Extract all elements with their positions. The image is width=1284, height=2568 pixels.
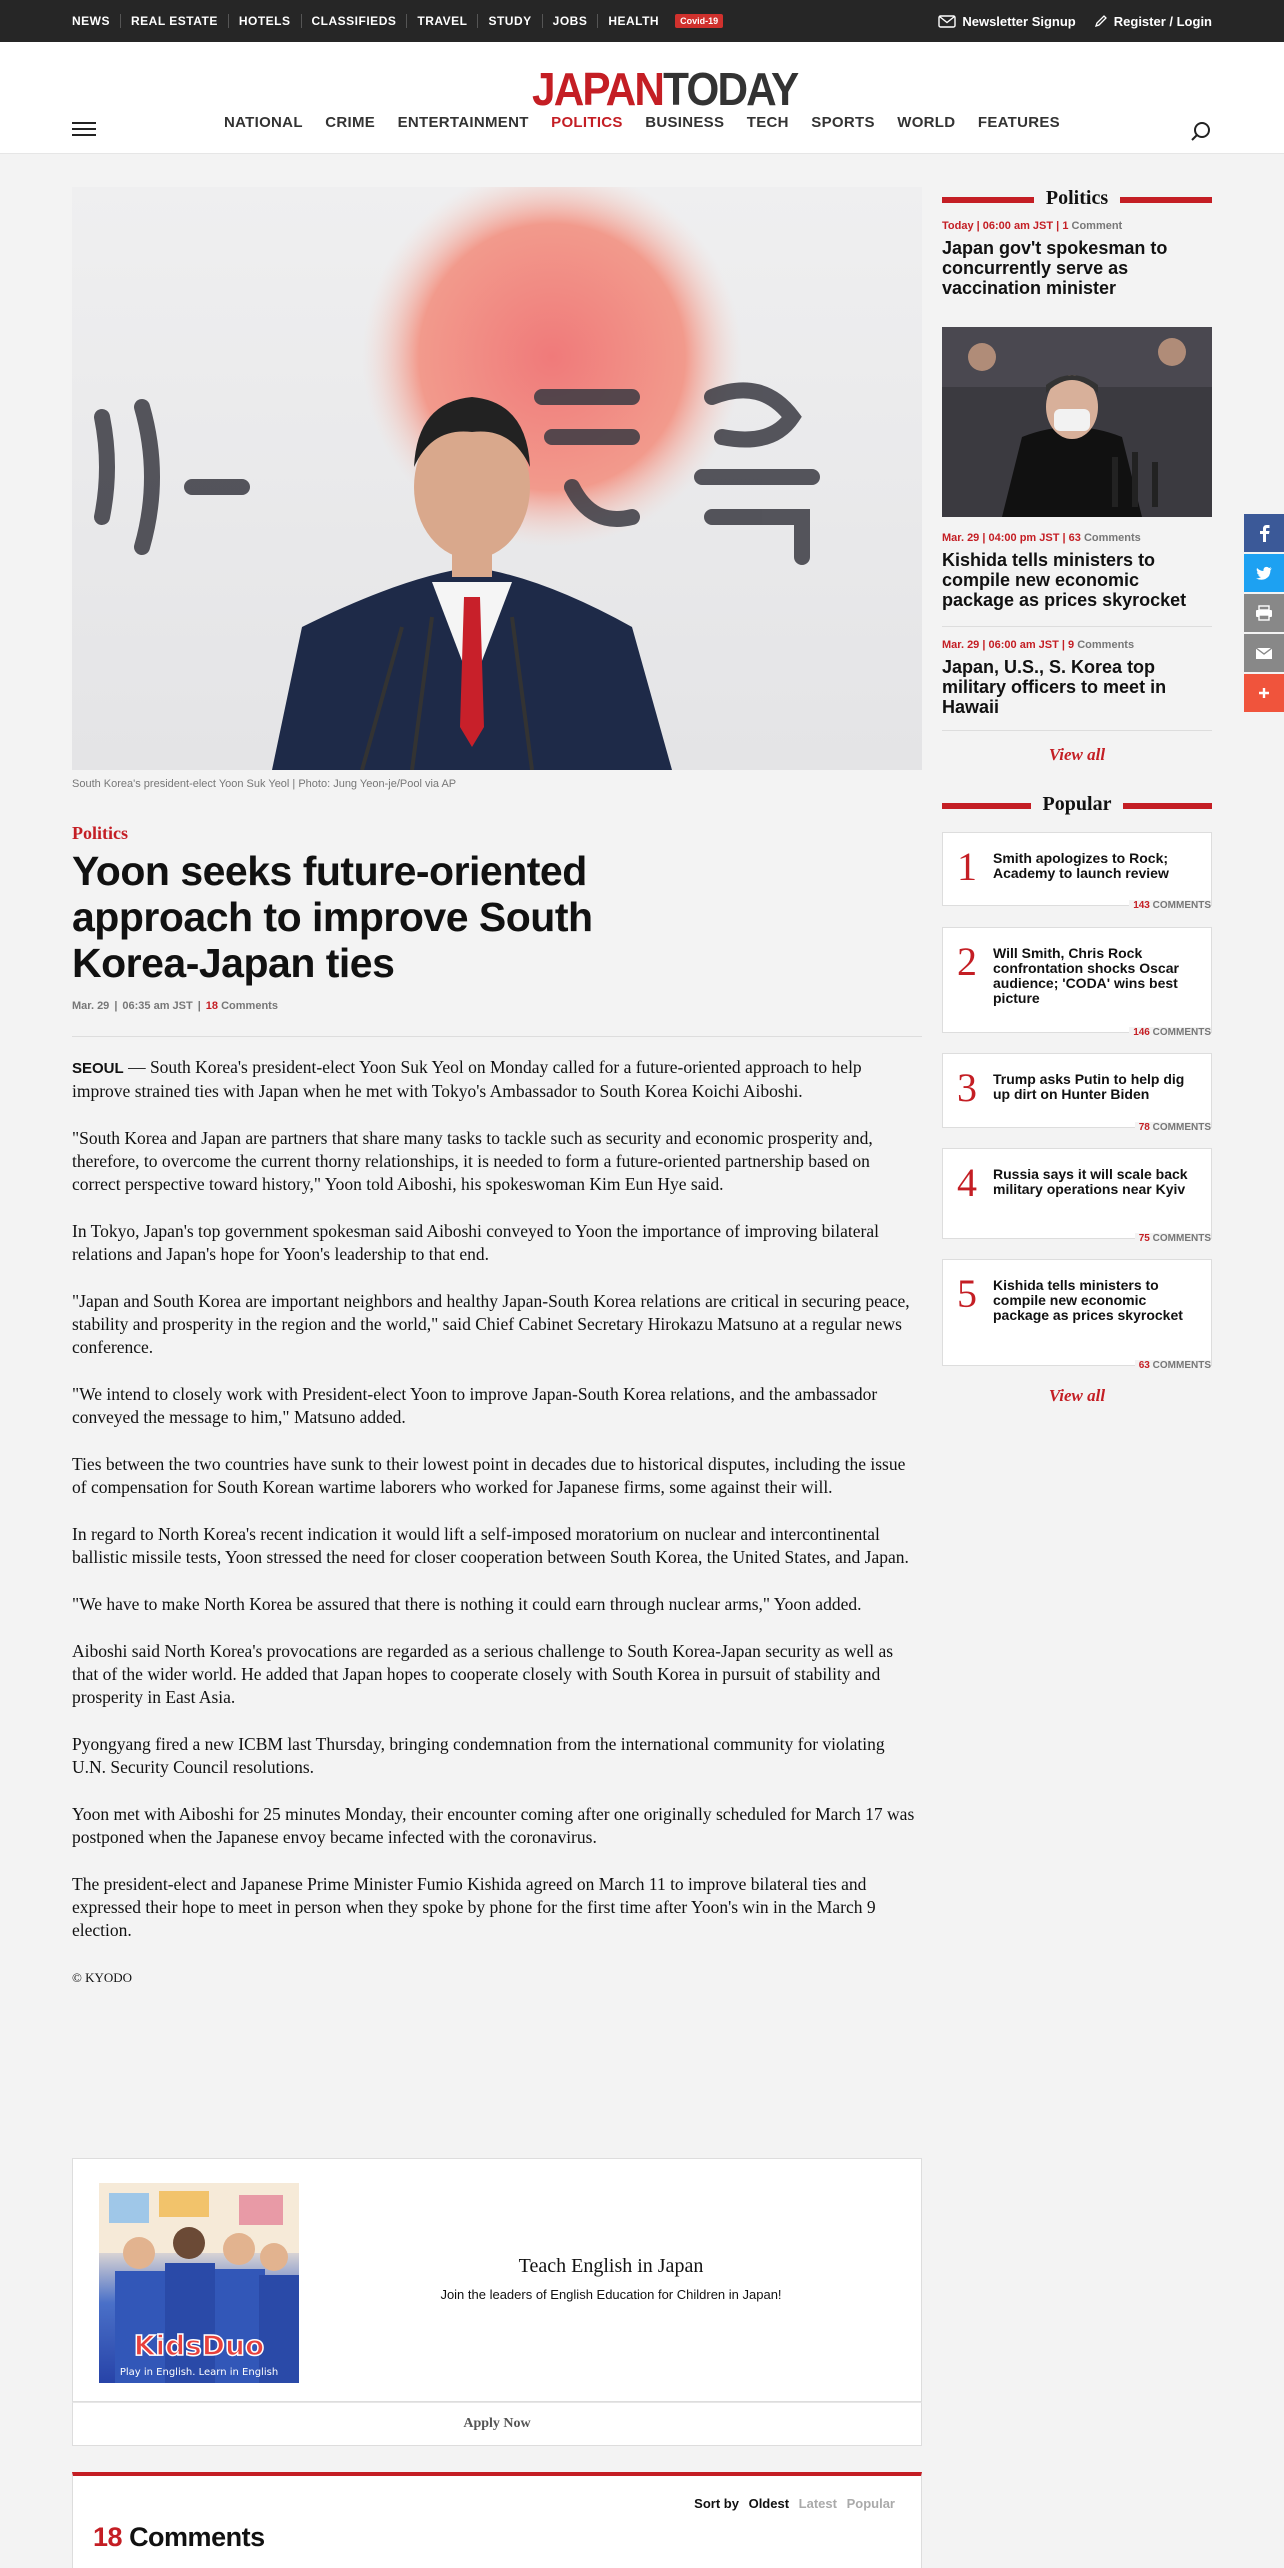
envelope-icon: [938, 15, 956, 28]
popular-rank: 2: [957, 939, 977, 984]
ad-image[interactable]: [99, 2183, 299, 2383]
utility-nav-classifieds[interactable]: CLASSIFIEDS: [301, 14, 407, 28]
nav-sports[interactable]: SPORTS: [811, 114, 875, 131]
article-paragraph: The president-elect and Japanese Prime Minister Fumio Kishida agreed on March 11 to improve bilateral ties and expressed their hope to meet in person when they spoke by phone for the first time after Yoon's win in the March 9 election.: [72, 1874, 876, 1940]
sidebar-politics-item[interactable]: [942, 532, 1212, 610]
article-paragraph: "We intend to closely work with President-elect Yoon to improve Japan-South Korea relations, and the ambassador conveyed the message to him," Matsuno added.: [72, 1384, 878, 1427]
sidebar-politics-item[interactable]: [942, 639, 1212, 717]
article-title: Yoon seeks future-oriented approach to improve South Korea-Japan ties: [72, 848, 593, 986]
top-utility-bar: [0, 0, 1284, 42]
politics-view-all-link[interactable]: View all: [1048, 745, 1106, 764]
article-paragraph: In Tokyo, Japan's top government spokesman said Aiboshi conveyed to Yoon the importance of improving bilateral relations and Japan's hope for Yoon's leadership to that end.: [72, 1221, 879, 1264]
utility-nav-real-estate[interactable]: REAL ESTATE: [120, 14, 228, 28]
popular-item[interactable]: [942, 1259, 1212, 1371]
sidebar-politics-item[interactable]: [942, 220, 1212, 298]
nav-business[interactable]: BUSINESS: [645, 114, 725, 131]
popular-item[interactable]: [942, 1148, 1212, 1244]
logo-part-japan: JAPAN: [532, 63, 664, 115]
popular-view-all-link[interactable]: View all: [1048, 1386, 1106, 1405]
sort-oldest[interactable]: Oldest: [748, 2496, 790, 2511]
logo-part-today: TODAY: [663, 63, 798, 115]
nav-national[interactable]: NATIONAL: [224, 114, 303, 131]
item-meta: Mar. 29 | 04:00 pm JST | 63 Comments: [942, 532, 1141, 544]
sort-controls: [688, 2496, 895, 2511]
comments-section: [72, 2472, 922, 2568]
site-logo[interactable]: [532, 62, 797, 116]
popular-rank: 4: [957, 1160, 977, 1205]
article-paragraph: "Japan and South Korea are important neighbors and healthy Japan-South Korea relations are critical in securing peace, stability and prosperity in the region and the world," said Chief Cabinet Secretary Hirokazu Matsuno at a regular news conference.: [72, 1291, 910, 1357]
article-paragraph: "South Korea and Japan are partners that share many tasks to tackle such as security and economic prosperity and, therefore, to overcome the current thorny relationships, it is needed to form a future-oriented partnership based on correct perspective toward history," Yoon told Aiboshi, his spokeswoman Kim Eun Hye said.: [72, 1128, 873, 1194]
more-share-icon[interactable]: [1244, 674, 1284, 712]
nav-crime[interactable]: CRIME: [325, 114, 376, 131]
popular-title[interactable]: Trump asks Putin to help dig up dirt on Hunter Biden: [993, 1071, 1185, 1102]
sidebar-popular-heading: [942, 793, 1212, 817]
popular-comments[interactable]: 75 COMMENTS: [1135, 1233, 1211, 1244]
ad-subtitle: Join the leaders of English Education for Children in Japan!: [440, 2287, 782, 2302]
register-login-link[interactable]: [1094, 14, 1212, 29]
article-meta: Mar. 29 | 06:35 am JST | 18 Comments: [72, 1000, 278, 1012]
comments-label: Comments: [129, 2522, 265, 2552]
item-meta: Mar. 29 | 06:00 am JST | 9 Comments: [942, 639, 1135, 651]
article-category[interactable]: Politics: [72, 823, 128, 843]
item-title[interactable]: Japan gov't spokesman to concurrently serve as vaccination minister: [942, 238, 1168, 298]
nav-entertainment[interactable]: ENTERTAINMENT: [397, 114, 529, 131]
item-title[interactable]: Kishida tells ministers to compile new economic package as prices skyrocket: [942, 550, 1187, 610]
divider: [942, 730, 1212, 731]
image-caption: South Korea's president-elect Yoon Suk Yeol | Photo: Jung Yeon-je/Pool via AP: [72, 778, 457, 790]
utility-nav-travel[interactable]: TRAVEL: [406, 14, 477, 28]
popular-item[interactable]: [942, 927, 1212, 1038]
popular-title[interactable]: Kishida tells ministers to compile new economic package as prices skyrocket: [993, 1277, 1183, 1323]
utility-nav-study[interactable]: STUDY: [477, 14, 541, 28]
pencil-icon: [1094, 14, 1108, 28]
sidebar-politics-heading: [942, 187, 1212, 211]
popular-item[interactable]: [942, 832, 1212, 911]
dateline: SEOUL: [72, 1060, 124, 1077]
newsletter-signup-link[interactable]: [938, 14, 1075, 29]
item-meta: Today | 06:00 am JST | 1 Comment: [942, 220, 1123, 232]
nav-politics[interactable]: POLITICS: [551, 114, 623, 131]
popular-title[interactable]: Smith apologizes to Rock; Academy to launch review: [993, 850, 1169, 881]
popular-comments[interactable]: 146 COMMENTS: [1129, 1027, 1211, 1038]
article-paragraph: SEOUL — South Korea's president-elect Yoon Suk Yeol on Monday called for a future-oriented approach to help improve strained ties with Japan when he met with Tokyo's Ambassador to South Korea Koichi Aiboshi.: [72, 1057, 862, 1101]
nav-features[interactable]: FEATURES: [977, 114, 1060, 131]
comments-heading: [93, 2522, 265, 2553]
popular-rank: 3: [957, 1065, 977, 1110]
article-paragraph: Pyongyang fired a new ICBM last Thursday, bringing condemnation from the international community for violating U.N. Security Council resolutions.: [72, 1734, 885, 1777]
article-date: Mar. 29: [72, 1000, 110, 1012]
utility-nav-jobs[interactable]: JOBS: [542, 14, 598, 28]
comments-count: 18: [93, 2522, 123, 2552]
article-paragraph: "We have to make North Korea be assured that there is nothing it could earn through nuclear arms," Yoon added.: [72, 1594, 862, 1614]
nav-tech[interactable]: TECH: [746, 114, 789, 131]
ad-title[interactable]: Teach English in Japan: [518, 2255, 704, 2277]
sort-popular[interactable]: Popular: [846, 2496, 895, 2511]
nav-world[interactable]: WORLD: [897, 114, 956, 131]
apply-now-button[interactable]: Apply Now: [72, 2402, 922, 2446]
print-icon[interactable]: [1244, 594, 1284, 632]
politics-heading-text[interactable]: Politics: [1034, 187, 1120, 209]
popular-rank: 1: [957, 844, 977, 889]
utility-nav-health[interactable]: HEALTH: [597, 14, 669, 28]
article-comment-label[interactable]: Comments: [221, 1000, 278, 1012]
search-icon[interactable]: [1190, 120, 1212, 142]
article-paragraph: Yoon met with Aiboshi for 25 minutes Monday, their encounter coming after one originally scheduled for March 17 was postponed when the Japanese envoy became infected with the coronavirus.: [72, 1804, 915, 1847]
popular-comments[interactable]: 78 COMMENTS: [1135, 1122, 1211, 1133]
article-paragraph: Aiboshi said North Korea's provocations are regarded as a serious challenge to South Korea-Japan security as well as that of the wider world. He added that Japan hopes to cooperate closely with South Korea in pursuit of stability and prosperity in East Asia.: [72, 1641, 894, 1707]
ad-banner[interactable]: [72, 2158, 922, 2402]
ad-brand-tagline: Play in English. Learn in English: [119, 2367, 279, 2378]
popular-rank: 5: [957, 1271, 977, 1316]
sidebar-item-image[interactable]: [942, 327, 1212, 517]
ad-brand-logo: KidsDuo: [133, 2329, 265, 2362]
article-time: 06:35 am JST: [122, 1000, 193, 1012]
utility-nav-news[interactable]: NEWS: [72, 14, 110, 28]
twitter-share-icon[interactable]: [1244, 554, 1284, 592]
article-hero-image: [72, 187, 922, 770]
newsletter-label: Newsletter Signup: [962, 13, 1076, 29]
popular-comments[interactable]: 143 COMMENTS: [1129, 900, 1211, 911]
popular-title[interactable]: Russia says it will scale back military operations near Kyiv: [993, 1166, 1188, 1197]
email-share-icon[interactable]: [1244, 634, 1284, 672]
main-nav: [0, 114, 1284, 131]
sort-label: Sort by: [694, 2496, 739, 2511]
sort-latest[interactable]: Latest: [798, 2496, 837, 2511]
divider: [942, 626, 1212, 627]
popular-item[interactable]: [942, 1053, 1212, 1133]
article-paragraph: In regard to North Korea's recent indication it would lift a self-imposed moratorium on nuclear and intercontinental ballistic missile tests, Yoon stressed the need for closer cooperation between South Korea, the United States, and Japan.: [72, 1524, 909, 1567]
divider: [72, 1036, 922, 1037]
utility-nav: [72, 0, 723, 42]
popular-title[interactable]: Will Smith, Chris Rock confrontation shocks Oscar audience; 'CODA' wins best picture: [993, 945, 1179, 1006]
item-title[interactable]: Japan, U.S., S. Korea top military officers to meet in Hawaii: [942, 657, 1167, 717]
popular-heading-text: Popular: [1031, 793, 1124, 815]
covid-badge[interactable]: Covid-19: [675, 14, 723, 28]
popular-comments[interactable]: 63 COMMENTS: [1135, 1360, 1211, 1371]
article-body: [72, 1056, 922, 2013]
article-paragraph: Ties between the two countries have sunk to their lowest point in decades due to historical disputes, including the issue of compensation for South Korean wartime laborers who worked for Japanese firms, some against their will.: [72, 1454, 906, 1497]
utility-nav-hotels[interactable]: HOTELS: [228, 14, 301, 28]
register-label: Register / Login: [1113, 13, 1212, 29]
facebook-share-icon[interactable]: [1244, 514, 1284, 552]
article-comment-count[interactable]: 18: [205, 1000, 219, 1012]
site-header: [0, 42, 1284, 154]
article-credit: © KYODO: [72, 1970, 133, 1985]
